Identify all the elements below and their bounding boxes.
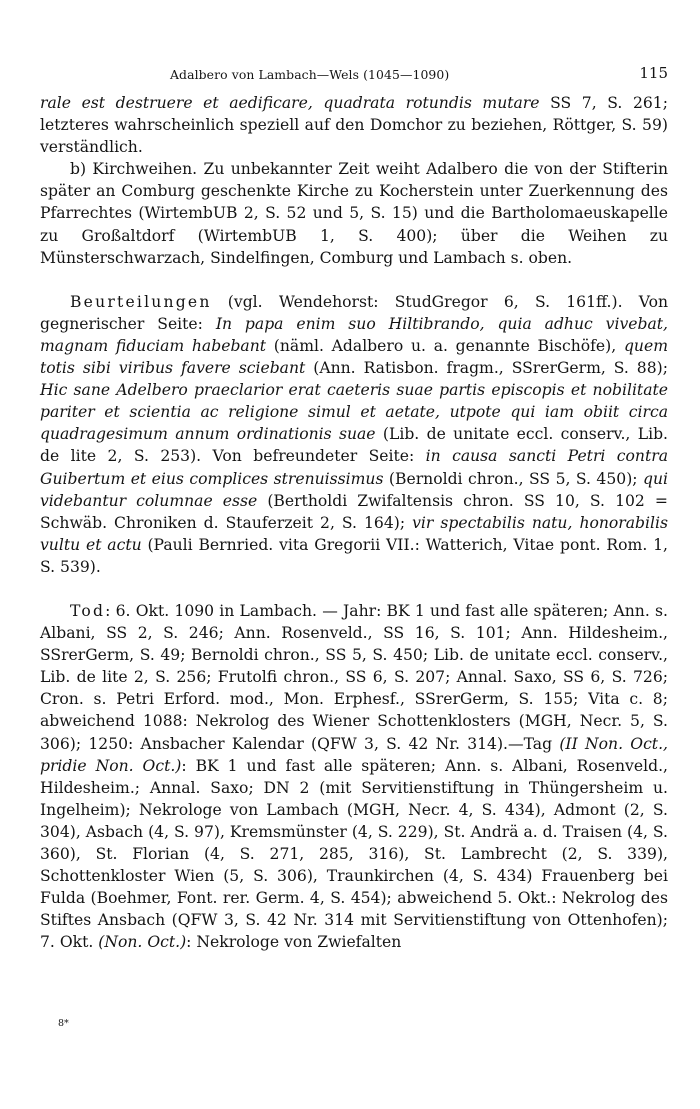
latin-quote: vir spectabilis natu, honorabilis vultu et actu — [40, 513, 669, 554]
latin-quote: (II Non. Oct., pridie Non. Oct.) — [40, 734, 668, 775]
text-run: (Bertholdi Zwifaltensis chron. SS 10, S. 102 = Schwäb. Chroniken d. Stauferzeit 2, S. 164); — [40, 491, 668, 532]
text-run: (vgl. Wendehorst: StudGregor 6, S. 161ff.). Von gegnerischer Seite: — [40, 292, 668, 333]
paragraph-tod — [40, 600, 668, 954]
running-head: Adalbero von Lambach—Wels (1045—1090) — [170, 67, 450, 82]
latin-quote: qui videbantur columnae esse — [40, 469, 668, 510]
section-heading-tod: Tod — [70, 601, 106, 620]
latin-quote: in causa sancti Petri contra Guibertum et eius complices strenuissimus — [40, 447, 668, 488]
section-gap — [40, 578, 668, 600]
text-run: : BK 1 und fast alle späteren; Ann. s. Albani, Rosenveld., Hildesheim.; Annal. Saxo; DN 2 (mit Servitienstiftung in Thüngersheim u. Ingelheim); Nekrologe von Lambach (MGH, Necr. 4, S. 434), Admont (2, S. 304), Asbach (4, S. 97), Kremsmünster (4, S. 229), St. Andrä a. d. Traisen (4, S. 360), St. Florian (4, S. 271, 285, 316), St. Lambrecht (2, S. 339), Schottenkloster Wien (5, S. 306), Traunkirchen (4, S. 434) Frauenberg bei Fulda (Boehmer, Font. rer. Germ. 4, S. 454); abweichend 5. Okt.: Nekrolog des Stiftes Ansbach (QFW 3, S. 42 Nr. 314 mit Servitienstiftung von Ottenhofen); 7. Okt. — [40, 756, 668, 952]
paragraph-beurteilungen — [40, 291, 668, 578]
latin-quote: rale est destruere et aedificare, quadrata rotundis mutare — [40, 94, 540, 112]
latin-quote: quem totis sibi viribus favere sciebant — [40, 336, 668, 378]
text-run: : Nekrologe von Zwiefalten — [186, 933, 402, 952]
text-run: (Lib. de unitate eccl. conserv., Lib. de lite 2, S. 253). Von befreundeter Seite: — [40, 425, 669, 466]
text-run: SS 7, S. 261; letzteres wahrscheinlich speziell auf den Domchor zu beziehen, Röttger, S. 59) verständlich. — [40, 94, 668, 157]
printer-signature: 8* — [58, 1018, 69, 1029]
page-header — [40, 62, 668, 84]
paragraph-kirchweihen — [40, 158, 668, 268]
page — [40, 62, 668, 953]
section-gap — [40, 269, 668, 291]
text-run: (Ann. Ratisbon. fragm., SSrerGerm, S. 88); — [305, 359, 668, 378]
latin-quote: In papa enim suo Hiltibrando, quia adhuc vivebat, magnam fiduciam habebant — [40, 314, 668, 355]
latin-quote: Hic sane Adelbero praeclarior erat caeteris suae partis episcopis et nobilitate pariter et scientia ac religione simul et aetate, utpote qui iam obiit circa quadragesimum annum ordinationis suae — [40, 381, 668, 444]
text-run: b) Kirchweihen. Zu unbekannter Zeit weiht Adalbero die von der Stifterin später an Comburg geschenkte Kirche zu Kocherstein unter Zuerkennung des Pfarrechtes (WirtembUB 2, S. 52 und 5, S. 15) und die Bartholomaeuskapelle zu Großaltdorf (WirtembUB 1, S. 400); über die Weihen zu Münsterschwarzach, Sindelfingen, Comburg und Lambach s. oben. — [40, 160, 668, 267]
section-heading-beurteilungen: Beurteilungen — [70, 292, 212, 311]
text-run: (Bernoldi chron., SS 5, S. 450); — [383, 469, 643, 488]
text-run: (näml. Adalbero u. a. genannte Bischöfe), — [266, 336, 624, 355]
text-run: : 6. Okt. 1090 in Lambach. — Jahr: BK 1 und fast alle späteren; Ann. s. Albani, SS 2, S. 246; Ann. Rosenveld., SS 16, S. 101; Ann. Hildesheim., SSrerGerm, S. 49; Bernoldi chron., SS 5, S. 450; Lib. de unitate eccl. conserv., Lib. de lite 2, S. 256; Frutolfi chron., SS 6, S. 207; Annal. Saxo, SS 6, S. 726; Cron. s. Petri Erford. mod., Mon. Erphesf., SSrerGerm, S. 155; Vita c. 8; abweichend 1088: Nekrolog des Wiener Schottenklosters (MGH, Necr. 5, S. 306); 1250: Ansbacher Kalendar (QFW 3, S. 42 Nr. 314).—Tag — [40, 601, 668, 753]
latin-quote: (Non. Oct.) — [98, 933, 187, 952]
paragraph-continuation — [40, 92, 668, 158]
page-number: 115 — [639, 64, 668, 82]
text-run: (Pauli Bernried. vita Gregorii VII.: Watterich, Vitae pont. Rom. 1, S. 539). — [40, 535, 668, 576]
